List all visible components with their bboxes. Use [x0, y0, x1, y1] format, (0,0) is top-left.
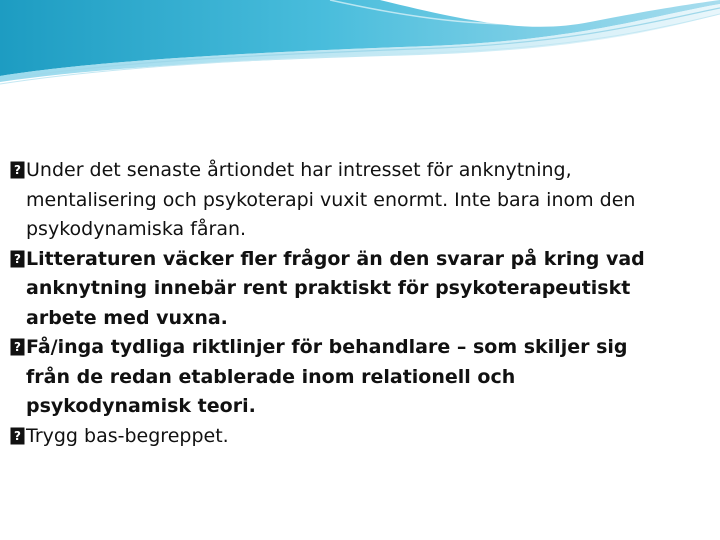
- svg-text:?: ?: [14, 251, 21, 266]
- svg-text:?: ?: [14, 163, 21, 177]
- bullet-text: Få/inga tydliga riktlinjer för behandlare – som skiljer sig från de redan etablerade inom relationell och psykodynamisk teori.: [26, 336, 628, 417]
- bullet-text: Trygg bas-begreppet.: [26, 424, 229, 447]
- bullet-item: [10, 245, 660, 334]
- missing-glyph-box-icon: [10, 338, 25, 356]
- missing-glyph-box-icon: [10, 427, 25, 445]
- bullet-item: [10, 333, 660, 422]
- header-wave-decoration: [0, 0, 720, 90]
- svg-text:?: ?: [14, 340, 21, 354]
- bullet-item: [10, 156, 660, 245]
- bullet-item: [10, 422, 660, 452]
- missing-glyph-box-icon: [10, 161, 25, 179]
- bullet-list: [10, 156, 660, 451]
- bullet-text: Under det senaste årtiondet har intresset för anknytning, mentalisering och psykoterapi vuxit enormt. Inte bara inom den psykodynamiska fåran.: [26, 159, 636, 240]
- bullet-text: Litteraturen väcker fler frågor än den svarar på kring vad anknytning innebär rent praktiskt för psykoterapeutiskt arbete med vuxna.: [26, 247, 645, 329]
- missing-glyph-box-icon: [10, 250, 25, 268]
- svg-text:?: ?: [14, 428, 21, 443]
